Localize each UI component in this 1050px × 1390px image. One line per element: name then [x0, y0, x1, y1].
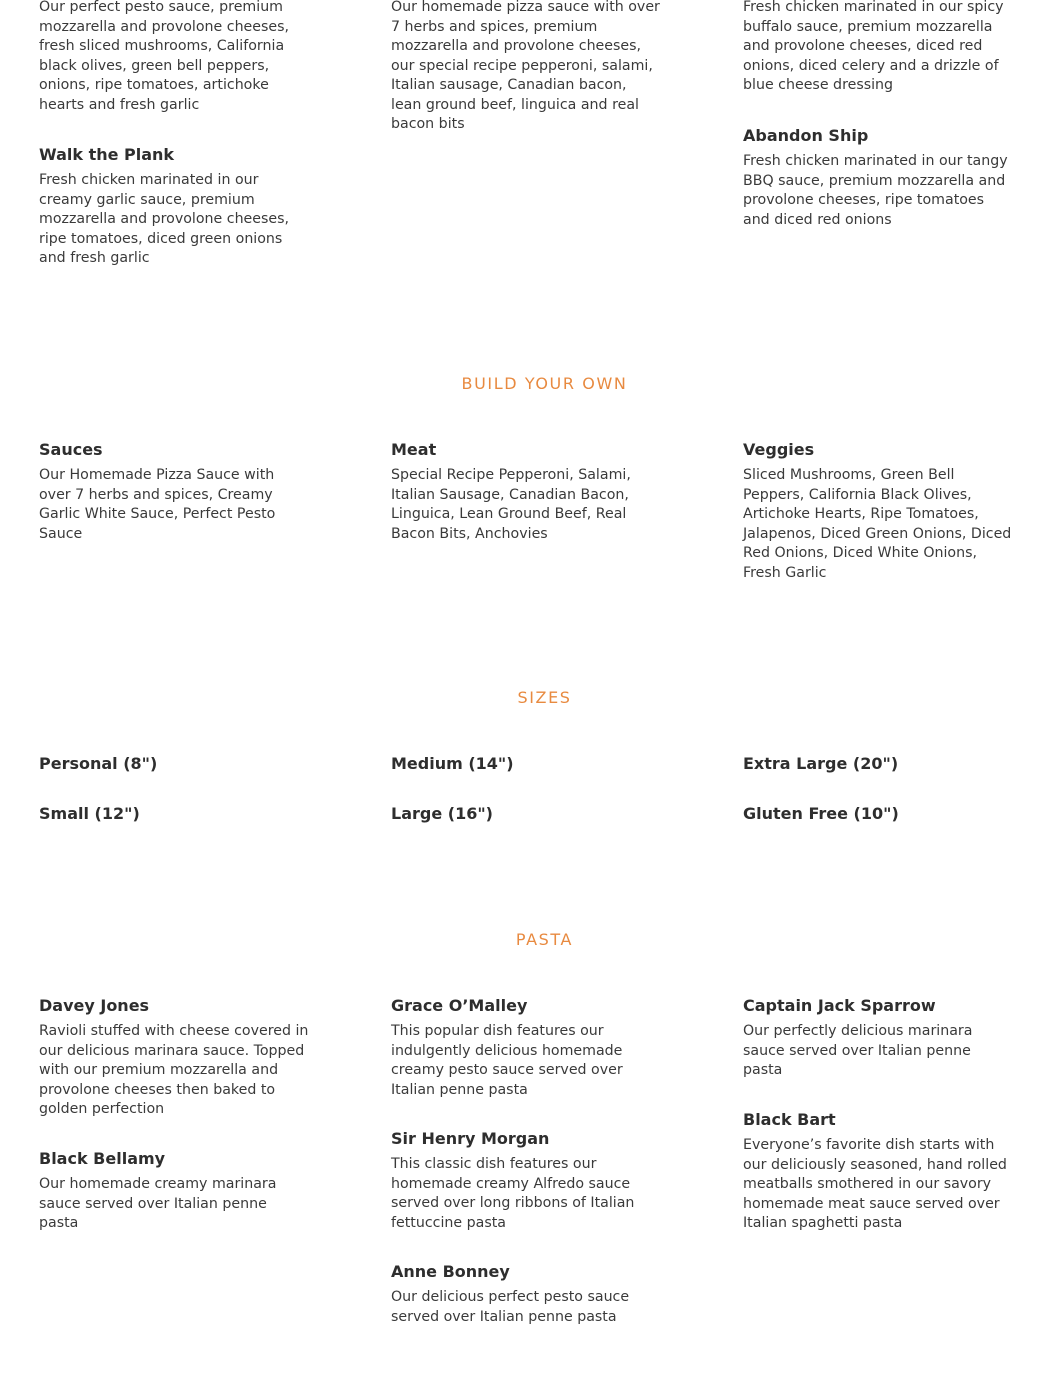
pasta-black-bellamy — [39, 1149, 309, 1234]
menu-item-description: Ravioli stuffed with cheese covered in our delicious marinara sauce. Topped with our premium mozzarella and provolone cheeses then baked to golden perfection — [39, 1023, 309, 1117]
menu-item-description: Fresh chicken marinated in our tangy BBQ sauce, premium mozzarella and provolone cheeses, ripe tomatoes and diced red onions — [743, 153, 1008, 228]
section-heading-pasta: PASTA — [515, 930, 574, 949]
top-column-1 — [39, 0, 309, 266]
menu-item-name: Davey Jones — [39, 996, 150, 1015]
menu-item-description: Our perfectly delicious marinara sauce served over Italian penne pasta — [743, 1023, 973, 1078]
pasta-sir-henry-morgan — [391, 1129, 661, 1233]
menu-item-abandon-ship — [743, 126, 1013, 230]
menu-item-description: This popular dish features our indulgently delicious homemade creamy pesto sauce served over Italian penne pasta — [391, 1023, 623, 1098]
size-gluten-free: Gluten Free (10") — [743, 804, 899, 823]
menu-item-name: Anne Bonney — [391, 1262, 510, 1281]
pasta-grace-omalley — [391, 996, 661, 1100]
size-small: Small (12") — [39, 804, 140, 823]
size-personal: Personal (8") — [39, 754, 158, 773]
section-heading-sizes: SIZES — [517, 688, 572, 707]
menu-item-name: Black Bart — [743, 1110, 836, 1129]
menu-item-name: Abandon Ship — [743, 126, 869, 145]
top-column-2 — [391, 0, 661, 135]
menu-item-description: Our Homemade Pizza Sauce with over 7 herbs and spices, Creamy Garlic White Sauce, Perfect Pesto Sauce — [39, 467, 276, 542]
menu-item-description: This classic dish features our homemade creamy Alfredo sauce served over long ribbons of Italian fettuccine pasta — [391, 1156, 635, 1231]
menu-item-description: Our homemade creamy marinara sauce served over Italian penne pasta — [39, 1176, 277, 1231]
top-column-3 — [743, 0, 1013, 228]
size-extra-large: Extra Large (20") — [743, 754, 899, 773]
build-your-own-sauces — [39, 440, 309, 544]
pasta-captain-jack-sparrow — [743, 996, 1013, 1081]
menu-item-name: Sir Henry Morgan — [391, 1129, 550, 1148]
menu-item-description: Fresh chicken marinated in our spicy buffalo sauce, premium mozzarella and provolone cheeses, diced red onions, diced celery and a drizzle of blue cheese dressing — [743, 0, 1004, 93]
size-medium: Medium (14") — [391, 754, 514, 773]
menu-item-name: Captain Jack Sparrow — [743, 996, 936, 1015]
menu-item-description: Everyone’s favorite dish starts with our deliciously seasoned, hand rolled meatballs smothered in our savory homemade meat sauce served over Italian spaghetti pasta — [743, 1137, 1007, 1231]
menu-item-description: Our homemade pizza sauce with over 7 herbs and spices, premium mozzarella and provolone cheeses, our special recipe pepperoni, salami, Italian sausage, Canadian bacon, lean ground beef, linguica and real bacon bits — [391, 0, 660, 132]
pasta-anne-bonney — [391, 1262, 661, 1327]
size-large: Large (16") — [391, 804, 493, 823]
build-your-own-meat — [391, 440, 661, 544]
menu-item-name: Walk the Plank — [39, 145, 175, 164]
menu-item-description: Our delicious perfect pesto sauce served over Italian penne pasta — [391, 1289, 630, 1325]
section-heading-build-your-own: BUILD YOUR OWN — [461, 374, 628, 393]
menu-item-name: Black Bellamy — [39, 1149, 166, 1168]
menu-item-name: Sauces — [39, 440, 103, 459]
menu-item-walk-the-plank — [39, 145, 309, 269]
menu-item-description: Fresh chicken marinated in our creamy garlic sauce, premium mozzarella and provolone cheeses, ripe tomatoes, diced green onions and fresh garlic — [39, 172, 290, 266]
menu-item-name: Veggies — [743, 440, 815, 459]
menu-item-description: Sliced Mushrooms, Green Bell Peppers, California Black Olives, Artichoke Hearts, Ripe Tomatoes, Jalapenos, Diced Green Onions, Diced Red Onions, Diced White Onions, Fresh Garlic — [743, 467, 1012, 581]
build-your-own-veggies — [743, 440, 1013, 583]
menu-item-description: Our perfect pesto sauce, premium mozzarella and provolone cheeses, fresh sliced mushrooms, California black olives, green bell peppers, onions, ripe tomatoes, artichoke hearts and fresh garlic — [39, 0, 290, 113]
menu-item-description: Special Recipe Pepperoni, Salami, Italian Sausage, Canadian Bacon, Linguica, Lean Ground Beef, Real Bacon Bits, Anchovies — [391, 467, 631, 542]
pasta-davey-jones — [39, 996, 309, 1120]
menu-item-name: Grace O’Malley — [391, 996, 528, 1015]
menu-item-name: Meat — [391, 440, 437, 459]
pasta-black-bart — [743, 1110, 1013, 1234]
